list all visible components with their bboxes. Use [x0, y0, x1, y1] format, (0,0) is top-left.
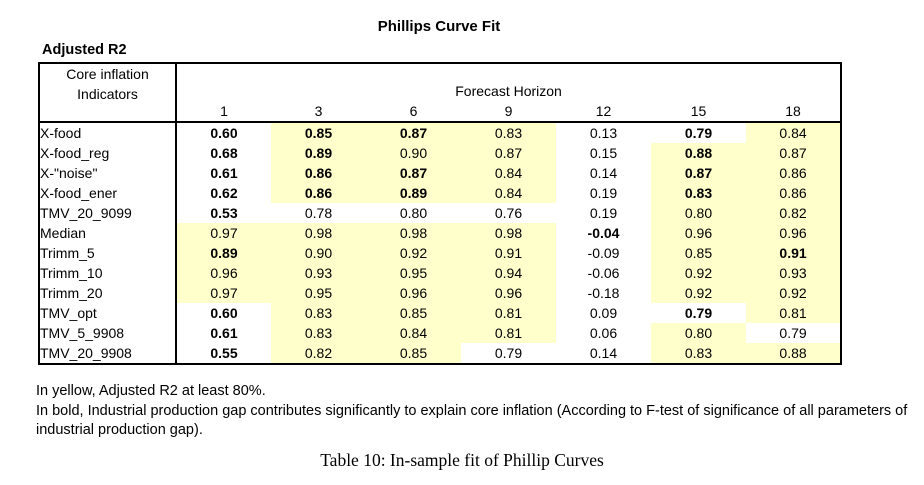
horizon-col-header: 18	[785, 103, 801, 119]
value-cell: 0.85	[366, 343, 461, 364]
value-cell: 0.60	[210, 125, 238, 141]
value-cell: 0.80	[399, 205, 428, 221]
value-cell: 0.90	[271, 243, 366, 263]
value-cell: 0.79	[684, 125, 713, 141]
value-cell: -0.09	[587, 245, 620, 261]
value-cell: 0.96	[176, 263, 271, 283]
horizon-col-header: 3	[314, 103, 323, 119]
value-cell: 0.79	[779, 325, 807, 341]
table-row	[39, 163, 841, 183]
value-cell: 0.55	[210, 345, 238, 361]
row-label: Trimm_20	[39, 283, 176, 303]
value-cell: 0.76	[494, 205, 523, 221]
table-row	[39, 122, 841, 143]
value-cell: 0.86	[746, 183, 841, 203]
row-label: TMV_opt	[39, 303, 176, 323]
table-header	[39, 63, 841, 122]
value-cell: 0.15	[589, 145, 618, 161]
value-cell: 0.09	[589, 305, 618, 321]
value-cell: 0.19	[589, 185, 618, 201]
value-cell: 0.87	[366, 163, 461, 183]
value-cell: 0.86	[271, 183, 366, 203]
value-cell: 0.78	[304, 205, 333, 221]
value-cell: 0.88	[746, 343, 841, 364]
value-cell: 0.06	[589, 325, 618, 341]
horizon-col-header: 9	[504, 103, 513, 119]
value-cell: 0.53	[210, 205, 238, 221]
value-cell: 0.93	[746, 263, 841, 283]
value-cell: 0.81	[746, 303, 841, 323]
value-cell: 0.95	[271, 283, 366, 303]
row-label: Trimm_5	[39, 243, 176, 263]
value-cell: 0.84	[461, 163, 556, 183]
value-cell: 0.80	[651, 203, 746, 223]
horizon-col-header: 6	[409, 103, 418, 119]
horizon-col-header: 1	[220, 103, 228, 119]
value-cell: 0.96	[461, 283, 556, 303]
value-cell: 0.87	[461, 143, 556, 163]
value-cell: 0.86	[746, 163, 841, 183]
value-cell: 0.91	[461, 243, 556, 263]
value-cell: 0.83	[271, 323, 366, 343]
table-row	[39, 303, 841, 323]
value-cell: 0.94	[461, 263, 556, 283]
table-row	[39, 243, 841, 263]
value-cell: 0.79	[494, 345, 523, 361]
header-row-group	[39, 63, 841, 101]
table-row	[39, 263, 841, 283]
value-cell: 0.98	[461, 223, 556, 243]
table-row	[39, 283, 841, 303]
row-label: X-"noise"	[39, 163, 176, 183]
value-cell: 0.13	[589, 125, 618, 141]
value-cell: 0.80	[651, 323, 746, 343]
value-cell: 0.62	[210, 185, 238, 201]
value-cell: 0.81	[461, 323, 556, 343]
value-cell: 0.19	[589, 205, 618, 221]
value-cell: 0.92	[651, 283, 746, 303]
row-label: X-food_ener	[39, 183, 176, 203]
value-cell: 0.98	[271, 223, 366, 243]
value-cell: 0.83	[271, 303, 366, 323]
value-cell: 0.14	[589, 345, 618, 361]
page-title: Phillips Curve Fit	[377, 18, 501, 35]
table-row	[39, 143, 841, 163]
value-cell: 0.84	[461, 183, 556, 203]
value-cell: 0.96	[651, 223, 746, 243]
row-header-line1: Core inflation	[66, 66, 149, 82]
value-cell: 0.85	[271, 122, 366, 143]
value-cell: 0.89	[176, 243, 271, 263]
value-cell: 0.61	[210, 165, 238, 181]
row-label: X-food_reg	[39, 143, 176, 163]
value-cell: 0.83	[461, 122, 556, 143]
value-cell: 0.97	[176, 223, 271, 243]
phillips-curve-table	[38, 62, 842, 365]
value-cell: 0.87	[366, 122, 461, 143]
value-cell: 0.85	[651, 243, 746, 263]
value-cell: 0.68	[210, 145, 238, 161]
table-body	[39, 122, 841, 364]
value-cell: 0.92	[651, 263, 746, 283]
value-cell: 0.89	[271, 143, 366, 163]
row-header-title	[39, 63, 176, 122]
value-cell: 0.84	[746, 122, 841, 143]
table-row	[39, 203, 841, 223]
footnote-bold: In bold, Industrial production gap contributes significantly to explain core inflation (According to F-test of significance of all parameters of industrial production gap).	[36, 402, 908, 438]
table-row	[39, 183, 841, 203]
table-row	[39, 343, 841, 364]
horizon-col-header: 15	[690, 103, 707, 119]
footnotes	[36, 382, 914, 441]
value-cell: 0.98	[366, 223, 461, 243]
value-cell: 0.81	[461, 303, 556, 323]
value-cell: 0.83	[651, 183, 746, 203]
footnote-yellow: In yellow, Adjusted R2 at least 80%.	[36, 383, 266, 399]
value-cell: 0.84	[366, 323, 461, 343]
value-cell: 0.87	[746, 143, 841, 163]
value-cell: -0.18	[587, 285, 620, 301]
value-cell: 0.85	[366, 303, 461, 323]
row-label: X-food	[39, 122, 176, 143]
adjusted-r2-label: Adjusted R2	[42, 42, 127, 58]
value-cell: 0.14	[589, 165, 618, 181]
value-cell: 0.86	[271, 163, 366, 183]
row-label: TMV_20_9908	[39, 343, 176, 364]
table-row	[39, 323, 841, 343]
value-cell: -0.04	[587, 225, 620, 241]
value-cell: 0.96	[746, 223, 841, 243]
value-cell: 0.83	[651, 343, 746, 364]
value-cell: 0.92	[366, 243, 461, 263]
value-cell: 0.97	[176, 283, 271, 303]
value-cell: 0.82	[746, 203, 841, 223]
value-cell: 0.95	[366, 263, 461, 283]
row-label: Trimm_10	[39, 263, 176, 283]
value-cell: 0.93	[271, 263, 366, 283]
value-cell: 0.90	[366, 143, 461, 163]
value-cell: 0.82	[271, 343, 366, 364]
value-cell: 0.61	[210, 325, 238, 341]
value-cell: -0.06	[587, 265, 620, 281]
row-label: TMV_5_9908	[39, 323, 176, 343]
value-cell: 0.88	[651, 143, 746, 163]
value-cell: 0.89	[366, 183, 461, 203]
table-caption: Table 10: In-sample fit of Phillip Curves	[320, 450, 604, 470]
table-row	[39, 223, 841, 243]
horizon-col-header: 12	[595, 103, 612, 119]
row-label: TMV_20_9099	[39, 203, 176, 223]
value-cell: 0.92	[746, 283, 841, 303]
value-cell: 0.91	[746, 243, 841, 263]
forecast-horizon-header: Forecast Horizon	[455, 83, 562, 99]
row-header-line2: Indicators	[77, 86, 138, 102]
value-cell: 0.87	[651, 163, 746, 183]
value-cell: 0.60	[210, 305, 238, 321]
value-cell: 0.79	[684, 305, 713, 321]
row-label: Median	[39, 223, 176, 243]
value-cell: 0.96	[366, 283, 461, 303]
